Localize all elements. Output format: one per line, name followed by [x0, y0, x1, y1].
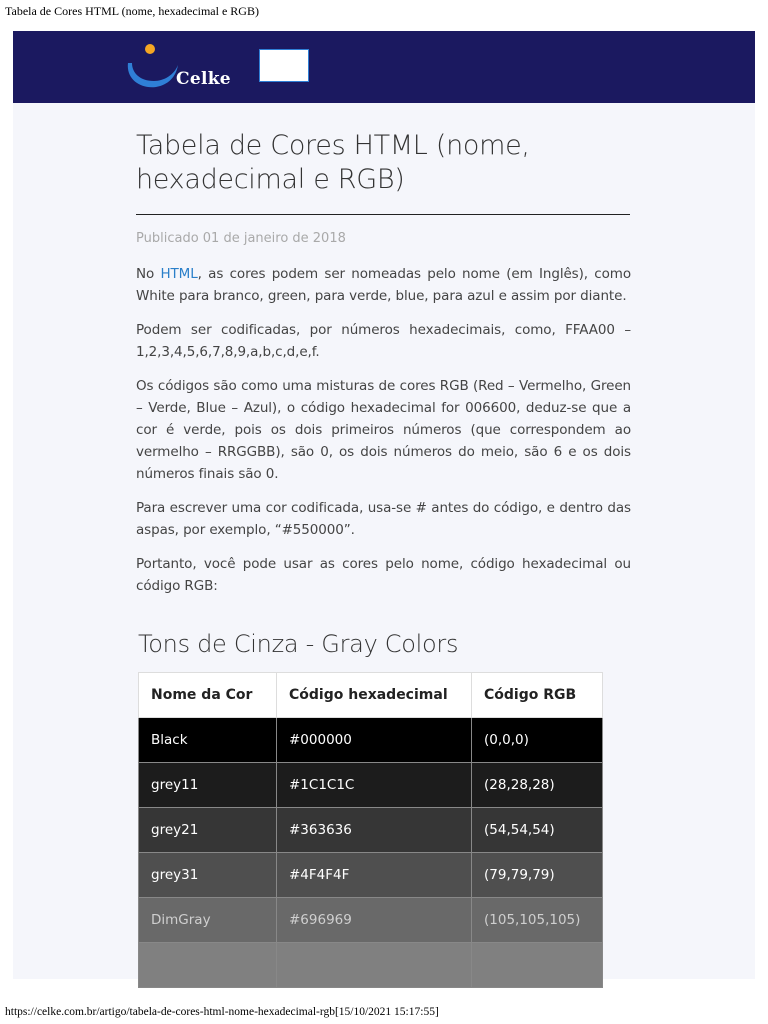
table-row — [139, 763, 603, 808]
site-header — [13, 31, 755, 103]
rgb-code-cell: (0,0,0) — [472, 718, 603, 763]
html-link[interactable]: HTML — [160, 266, 198, 282]
table-row — [139, 808, 603, 853]
hex-code-cell: #363636 — [277, 808, 472, 853]
article — [136, 129, 631, 597]
color-name-cell: Black — [139, 718, 277, 763]
rgb-code-cell — [472, 943, 603, 988]
menu-button[interactable] — [259, 49, 309, 82]
table-row — [139, 943, 603, 988]
logo-text: Celke — [176, 69, 231, 89]
paragraph-2: Podem ser codificadas, por números hexadecimais, como, FFAA00 – 1,2,3,4,5,6,7,8,9,a,b,c,d,e,f. — [136, 322, 631, 360]
header-rgb-code: Código RGB — [472, 673, 603, 718]
publish-date: Publicado 01 de janeiro de 2018 — [136, 231, 346, 246]
header-color-name: Nome da Cor — [139, 673, 277, 718]
paragraph-5: Portanto, você pode usar as cores pelo nome, código hexadecimal ou código RGB: — [136, 556, 631, 594]
paragraph-4: Para escrever uma cor codificada, usa-se # antes do código, e dentro das aspas, por exemplo, “#550000”. — [136, 500, 631, 538]
color-name-cell — [139, 943, 277, 988]
paragraph-3: Os códigos são como uma misturas de cores RGB (Red – Vermelho, Green – Verde, Blue – Azul), o código hexadecimal for 006600, deduz-se que a cor é verde, pois os dois primeiros números (que correspondem ao vermelho – RRGGBB), são 0, os dois números do meio, são 6 e os dois números finais são 0. — [136, 378, 631, 482]
print-footer-url: https://celke.com.br/artigo/tabela-de-cores-html-nome-hexadecimal-rgb[15/10/2021 15:17:55] — [5, 1006, 439, 1018]
gray-colors-section — [138, 630, 608, 928]
hex-code-cell: #1C1C1C — [277, 763, 472, 808]
color-name-cell: grey31 — [139, 853, 277, 898]
rgb-code-cell: (28,28,28) — [472, 763, 603, 808]
paragraph-1-prefix: No — [136, 266, 161, 282]
color-name-cell: grey11 — [139, 763, 277, 808]
gray-colors-table — [138, 672, 603, 988]
article-title: Tabela de Cores HTML (nome, hexadecimal e RGB) — [136, 130, 530, 195]
rgb-code-cell: (105,105,105) — [472, 898, 603, 943]
print-header: Tabela de Cores HTML (nome, hexadecimal e RGB) — [5, 4, 259, 18]
color-name-cell: DimGray — [139, 898, 277, 943]
table-row — [139, 853, 603, 898]
color-name-cell: grey21 — [139, 808, 277, 853]
header-hex-code: Código hexadecimal — [277, 673, 472, 718]
hex-code-cell: #696969 — [277, 898, 472, 943]
hex-code-cell: #000000 — [277, 718, 472, 763]
hex-code-cell: #4F4F4F — [277, 853, 472, 898]
celke-logo[interactable] — [126, 43, 256, 91]
hex-code-cell — [277, 943, 472, 988]
paragraph-1-suffix: , as cores podem ser nomeadas pelo nome (em Inglês), como White para branco, green, para verde, blue, para azul e assim por diante. — [136, 266, 631, 304]
table-header-row — [139, 673, 603, 718]
rgb-code-cell: (79,79,79) — [472, 853, 603, 898]
paragraph-1 — [136, 263, 631, 307]
table-row — [139, 718, 603, 763]
rgb-code-cell: (54,54,54) — [472, 808, 603, 853]
section-title: Tons de Cinza - Gray Colors — [138, 630, 459, 658]
title-divider — [136, 214, 630, 215]
table-row — [139, 898, 603, 943]
